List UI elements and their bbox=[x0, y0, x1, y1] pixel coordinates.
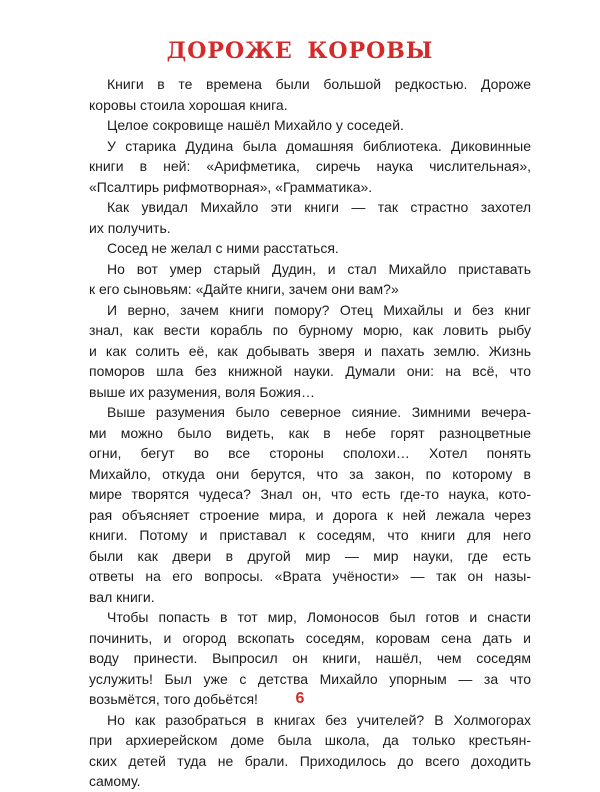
paragraph bbox=[89, 710, 531, 792]
text-line: к его сыновьям: «Дайте книги, зачем они вам?» bbox=[89, 281, 399, 297]
text-line: Но вот умер старый Дудин, и стал Михайло приставать bbox=[107, 260, 531, 277]
text-line: У старика Дудина была домашняя библиотека. Диковинные bbox=[107, 137, 531, 154]
text-line: их получить. bbox=[89, 219, 171, 236]
text-line: коровы стоила хорошая книга. bbox=[89, 96, 288, 113]
text-line: Как увидал Михайло эти книги — так страстно захотел bbox=[107, 199, 531, 215]
text-line: поморов шла без книжной науки. Думали они: на всё, что bbox=[89, 363, 531, 379]
text-line: Но как разобраться в книгах без учителей? В Холмогорах bbox=[107, 711, 531, 728]
text-line: починить, и огород вскопать соседям, коровам сена дать и bbox=[89, 629, 531, 646]
text-line: мире творятся чудеса? Знал он, что есть где-то наука, кото- bbox=[89, 486, 531, 502]
text-line: Сосед не желал с ними расстаться. bbox=[107, 240, 339, 256]
page-number: 6 bbox=[295, 690, 305, 707]
paragraph bbox=[89, 402, 531, 607]
text-line: Целое сокровище нашёл Михайло у соседей. bbox=[107, 117, 404, 133]
paragraph bbox=[89, 259, 531, 300]
text-line: Михайло, откуда они берутся, что за закон, по которому в bbox=[89, 465, 531, 482]
text-line: самому. bbox=[89, 773, 141, 789]
text-line: И верно, зачем книги помору? Отец Михайлы и без книг bbox=[107, 301, 531, 318]
text-line: ответы на его вопросы. «Врата учёности» — так он назы- bbox=[89, 568, 531, 584]
text-line: выше их разумения, воля Божия… bbox=[89, 383, 315, 400]
text-line: огни, бегут во все стороны сполохи… Хотел понять bbox=[89, 445, 531, 461]
text-line: книги в ней: «Арифметика, сиречь наука числительная», bbox=[89, 158, 531, 174]
paragraph bbox=[89, 74, 531, 115]
text-line: и как солить её, как добывать зверя и пахать землю. Жизнь bbox=[89, 342, 531, 359]
text-line: при архиерейском доме была школа, да только крестьян- bbox=[89, 732, 531, 748]
text-line: рая объясняет строение мира, и дорога к ней лежала через bbox=[89, 506, 531, 523]
paragraph bbox=[89, 136, 531, 198]
text-line: Чтобы попасть в тот мир, Ломоносов был готов и снасти bbox=[107, 609, 531, 625]
text-line: знал, как вести корабль по бурному морю, как ловить рыбу bbox=[89, 322, 531, 338]
paragraph bbox=[89, 197, 531, 238]
text-line: вал книги. bbox=[89, 588, 155, 605]
text-line: ми можно было видеть, как в небе горят разноцветные bbox=[89, 424, 531, 441]
text-line: возьмётся, того добьётся! bbox=[89, 691, 258, 707]
paragraph bbox=[89, 115, 531, 136]
story-text bbox=[89, 74, 531, 792]
paragraph bbox=[89, 300, 531, 403]
text-line: Выше разумения было северное сияние. Зимними вечера- bbox=[107, 404, 531, 420]
paragraph bbox=[89, 238, 531, 259]
text-line: книги. Потому и приставал к соседям, что книги для него bbox=[89, 527, 531, 543]
text-line: были как двери в другой мир — мир науки, где есть bbox=[89, 547, 531, 564]
text-line: Книги в те времена были большой редкостью. Дороже bbox=[107, 76, 531, 92]
text-line: воду принести. Выпросил он книги, нашёл, чем соседям bbox=[89, 650, 531, 666]
text-line: ских детей туда не брали. Приходилось до всего доходить bbox=[89, 752, 531, 769]
text-line: «Псалтирь рифмотворная», «Грамматика». bbox=[89, 178, 373, 195]
page-title: ДОРОЖЕ КОРОВЫ bbox=[166, 38, 434, 64]
text-line: услужить! Был уже с детства Михайло упорным — за что bbox=[89, 670, 531, 687]
